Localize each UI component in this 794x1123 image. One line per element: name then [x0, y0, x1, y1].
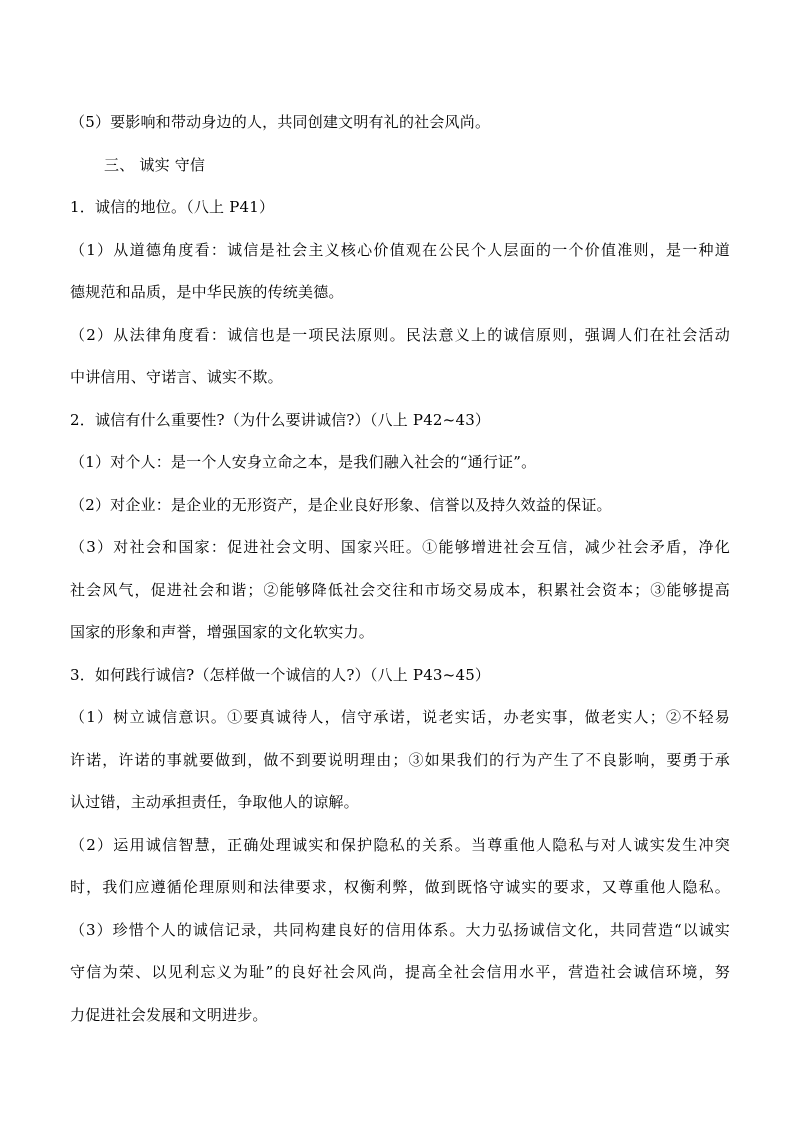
paragraph-line: 守信为荣、以见利忘义为耻”的良好社会风尚，提高全社会信用水平，营造社会诚信环境，努	[70, 963, 730, 981]
paragraph-line: （3）对社会和国家：促进社会文明、国家兴旺。①能够增进社会互信，减少社会矛盾，净化	[70, 538, 730, 556]
paragraph-line: 力促进社会发展和文明进步。	[70, 1005, 268, 1024]
paragraph-line: 许诺，许诺的事就要做到，做不到要说明理由；③如果我们的行为产生了不良影响，要勇于承	[70, 750, 730, 769]
paragraph-line: （3）珍惜个人的诚信记录，共同构建良好的信用体系。大力弘扬诚信文化，共同营造“以诚实	[70, 920, 730, 939]
paragraph-line: 认过错，主动承担责任，争取他人的谅解。	[70, 793, 359, 811]
subheading: 2．诚信有什么重要性?（为什么要讲诚信?）（八上 P42~43）	[70, 410, 491, 429]
section-heading: 三、 诚实 守信	[104, 155, 206, 174]
paragraph-line: 社会风气，促进社会和谐；②能够降低社会交往和市场交易成本，积累社会资本；③能够提高	[70, 580, 730, 599]
paragraph-line: （5）要影响和带动身边的人，共同创建文明有礼的社会风尚。	[70, 113, 491, 131]
subheading: 3．如何践行诚信?（怎样做一个诚信的人?）（八上 P43~45）	[70, 665, 491, 684]
paragraph-line: 中讲信用、守诺言、诚实不欺。	[70, 368, 283, 386]
paragraph-line: 时，我们应遵循伦理原则和法律要求，权衡利弊，做到既恪守诚实的要求，又尊重他人隐私。	[70, 878, 730, 896]
paragraph-line: （1）对个人：是一个人安身立命之本，是我们融入社会的“通行证”。	[70, 453, 537, 471]
paragraph-line: （2）对企业：是企业的无形资产，是企业良好形象、信誉以及持久效益的保证。	[70, 495, 612, 514]
document-page	[70, 101, 730, 1036]
paragraph-line: （1）树立诚信意识。①要真诚待人，信守承诺，说老实话，办老实事，做老实人；②不轻易	[70, 708, 730, 726]
paragraph-line: 德规范和品质，是中华民族的传统美德。	[70, 283, 344, 301]
paragraph-line: （2）从法律角度看：诚信也是一项民法原则。民法意义上的诚信原则，强调人们在社会活动	[70, 325, 730, 344]
subheading: 1．诚信的地位。（八上 P41）	[70, 198, 275, 216]
paragraph-line: 国家的形象和声誉，增强国家的文化软实力。	[70, 623, 375, 641]
paragraph-line: （2）运用诚信智慧，正确处理诚实和保护隐私的关系。当尊重他人隐私与对人诚实发生冲突	[70, 835, 730, 854]
paragraph-line: （1）从道德角度看：诚信是社会主义核心价值观在公民个人层面的一个价值准则，是一种道	[70, 240, 730, 259]
